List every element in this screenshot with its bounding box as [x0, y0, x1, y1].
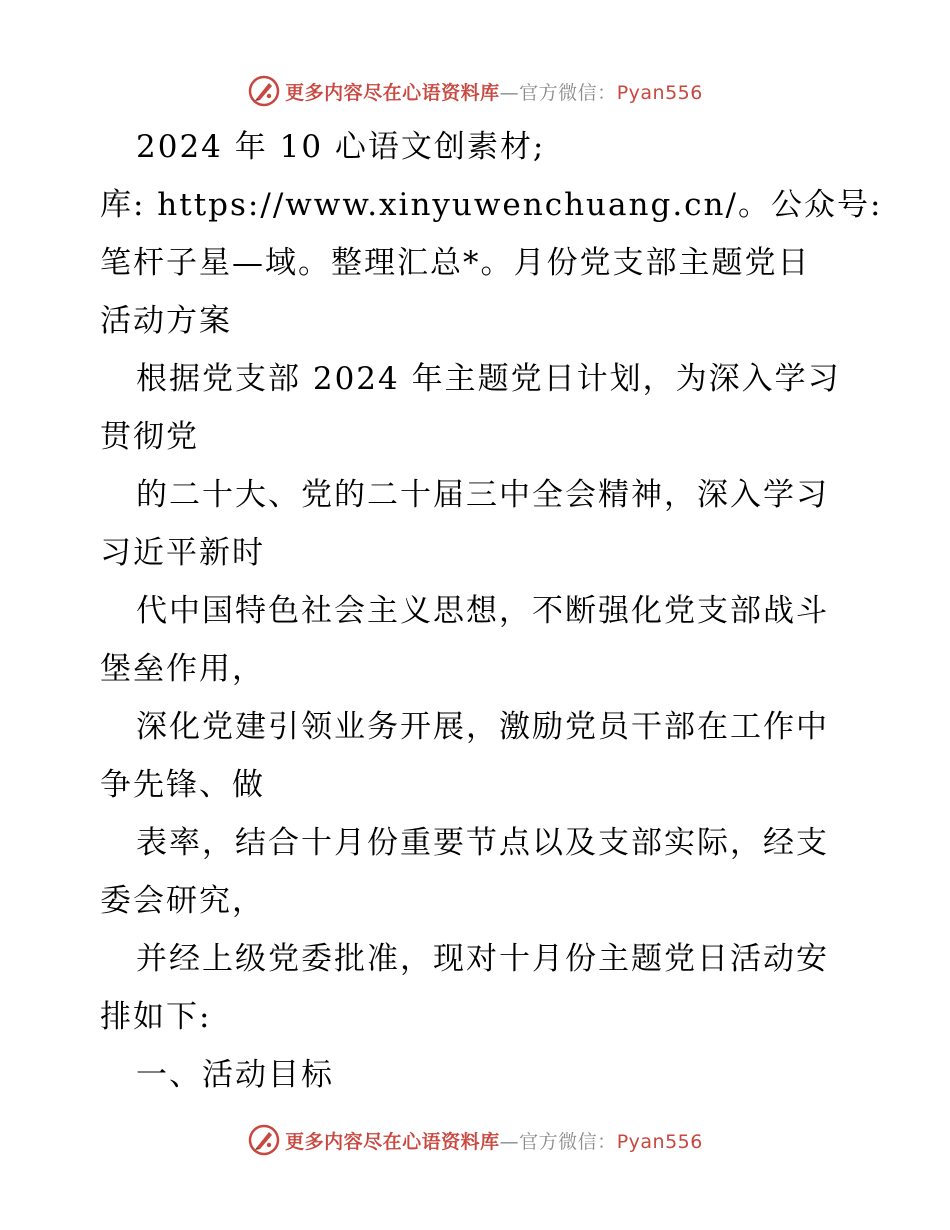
watermark-banner-bottom [0, 1120, 950, 1160]
watermark-primary: 更多内容尽在心语资料库 [285, 81, 500, 104]
text-line: 2024 年 10 心语文创素材; [136, 129, 546, 165]
text-line: 堡垒作用， [100, 651, 265, 687]
document-body [100, 118, 883, 1104]
watermark-banner-top [0, 71, 950, 111]
text-line: 库: https://www.xinyuwenchuang.cn/。公众号: [100, 187, 883, 223]
text-line: 争先锋、做 [100, 767, 265, 803]
text-line: 排如下: [100, 999, 212, 1035]
text-line: 习近平新时 [100, 535, 265, 571]
text-line: 深化党建引领业务开展，激励党员干部在工作中 [136, 709, 829, 745]
text-line: 笔杆子星—域。整理汇总*。月份党支部主题党日 [100, 245, 811, 281]
watermark-secondary: —官方微信： [499, 1130, 617, 1153]
watermark-handle: Pyan556 [616, 81, 703, 104]
quill-logo-icon [247, 1123, 281, 1157]
watermark-primary: 更多内容尽在心语资料库 [285, 1130, 500, 1153]
text-line: 并经上级党委批准，现对十月份主题党日活动安 [136, 941, 829, 977]
watermark-secondary: —官方微信： [499, 81, 617, 104]
watermark-text [285, 1127, 703, 1154]
text-line: 一、活动目标 [136, 1057, 334, 1093]
watermark-text [285, 78, 703, 105]
watermark-handle: Pyan556 [616, 1130, 703, 1153]
quill-logo-icon [247, 74, 281, 108]
text-line: 代中国特色社会主义思想，不断强化党支部战斗 [136, 593, 829, 629]
text-line: 根据党支部 2024 年主题党日计划，为深入学习 [136, 361, 841, 397]
text-line: 表率，结合十月份重要节点以及支部实际，经支 [136, 825, 829, 861]
text-line: 活动方案 [100, 303, 232, 339]
text-line: 委会研究， [100, 883, 265, 919]
text-line: 贯彻党 [100, 419, 199, 455]
text-line: 的二十大、党的二十届三中全会精神，深入学习 [136, 477, 829, 513]
